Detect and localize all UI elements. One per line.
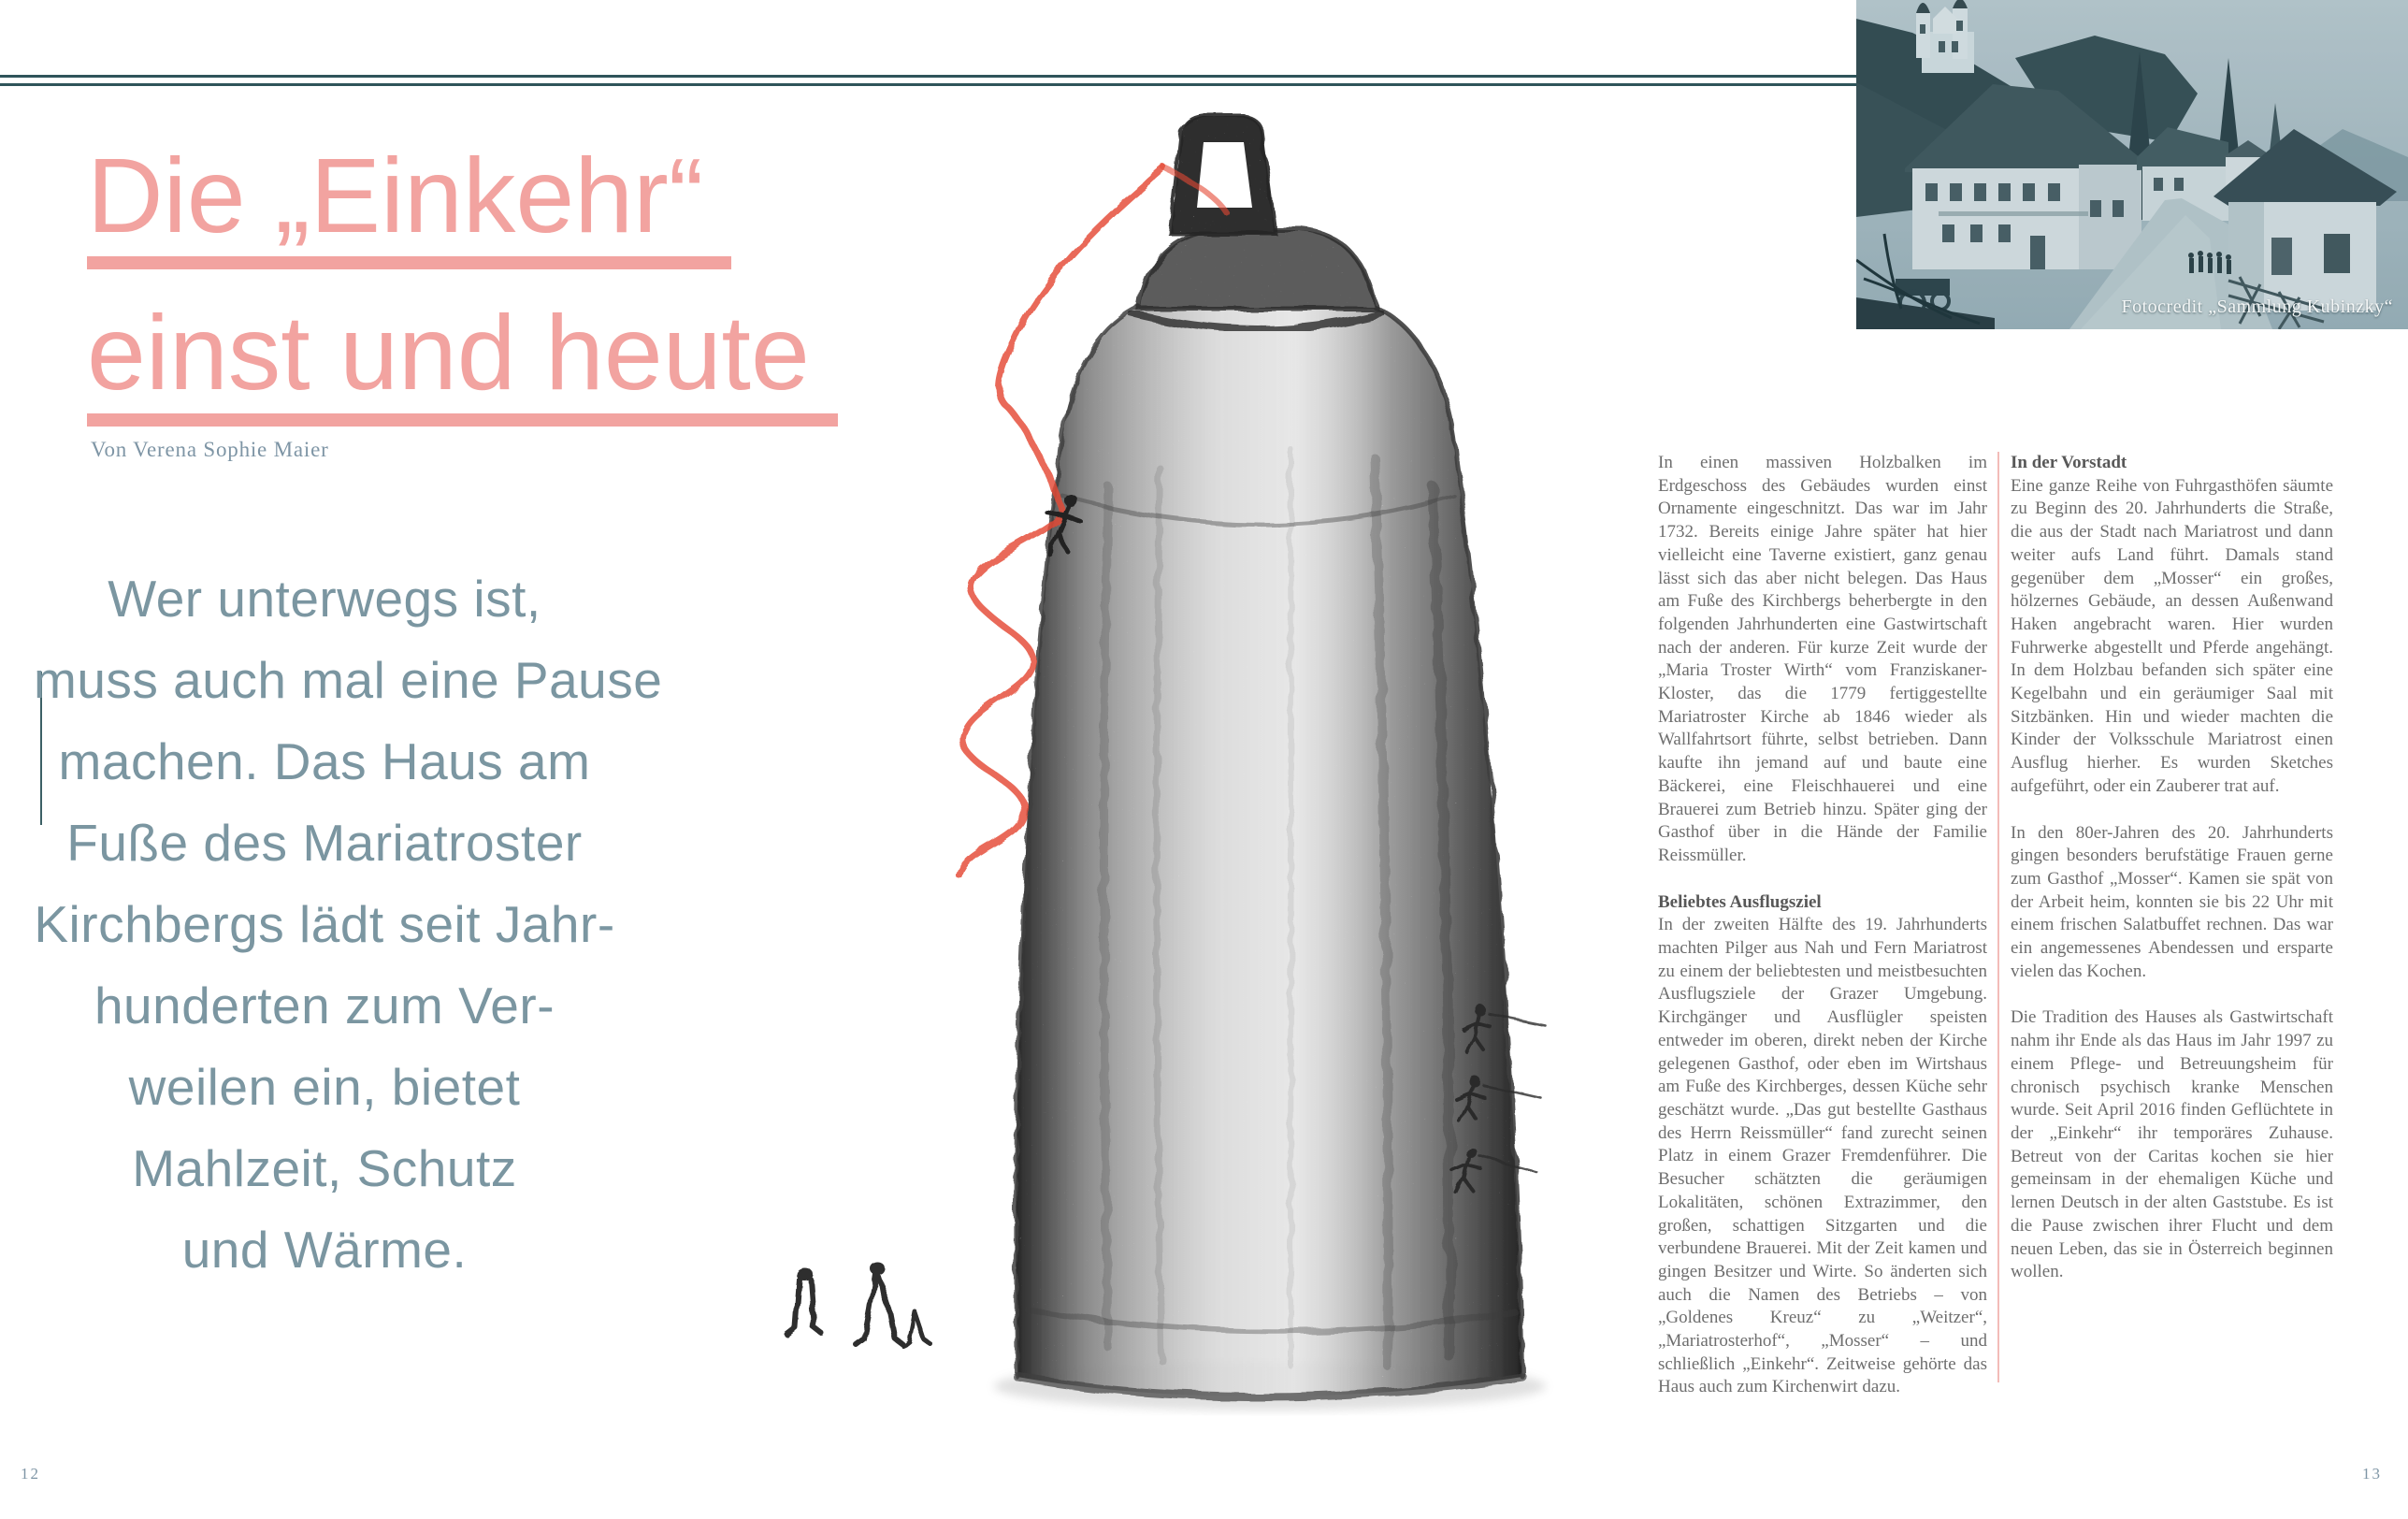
pull-quote-line: Kirchbergs lädt seit Jahr- (34, 895, 615, 953)
base-figures (787, 1262, 930, 1346)
byline: Von Verena Sophie Maier (91, 438, 329, 461)
pull-quote-line: muss auch mal eine Pause (34, 651, 663, 709)
pull-quote-line: hunderten zum Ver- (94, 976, 555, 1034)
title-line-2: einst und heute (87, 297, 838, 427)
column2-paragraph-1: Eine ganze Reihe von Fuhrgasthöfen säumte zu Beginn des 20. Jahrhunderts die Straße, die aus der Stadt nach Mariatrost und dann weiter aufs Land führt. Damals stand gegenüber dem „Mosser“ ein großes, hölzernes Gebäude, an dessen Außenwand Haken angebracht waren. Hier wurden Fuhrwerke abgestellt und Pferde angehängt. In dem Holzbau befanden sich später eine Kegelbahn und ein geräumiger Saal mit Sitzbänken. Hin und wieder machten die Kinder der Volksschule Mariatrost einen Ausflug hierher. Es wurden Sketches aufgeführt, oder ein Zauberer trat auf. (2011, 475, 2333, 796)
column2-subhead: In der Vorstadt (2011, 453, 2127, 472)
article-column-2 (2011, 452, 2333, 1308)
page-number-left: 12 (21, 1465, 40, 1483)
article-column-1 (1658, 452, 1987, 1423)
milk-can-illustration (636, 94, 1590, 1450)
column1-subhead: Beliebtes Ausflugsziel (1658, 891, 1822, 912)
pull-quote-line: und Wärme. (181, 1221, 468, 1279)
pull-quote-line: Mahlzeit, Schutz (132, 1139, 517, 1197)
pull-quote (34, 558, 663, 1291)
page-number-right: 13 (2362, 1465, 2382, 1483)
pull-quote-line: Wer unterwegs ist, (108, 570, 541, 628)
historic-photo-image (1856, 0, 2408, 329)
column2-paragraph-2: In den 80er-Jahren des 20. Jahrhunderts gingen besonders berufstätige Frauen gerne zum Gasthof „Mosser“. Kamen sie spät von der Arbeit heim, konnten sie bis 22 Uhr mit einem frischen Salatbuffet rechnen. Das war ein angemessenes Abendessen und ersparte vielen das Kochen. (2011, 822, 2333, 981)
top-double-rule (0, 75, 1856, 86)
column1-paragraph-2: In der zweiten Hälfte des 19. Jahrhunderts machten Pilger aus Nah und Fern Mariatrost zu einem der beliebtesten und meistbesuchten Ausflugsziele der Grazer Umgebung. Kirchgänger und Ausflügler speisten entweder im oberen, direkt neben der Kirche gelegenen Gasthof, oder eben im Wirtshaus am Fuße des Kirchberges, dessen Küche sehr geschätzt wurde. „Das gut bestellte Gasthaus des Herrn Reissmüller“ fand zurecht seinen Platz in einem Grazer Fremdenführer. Die Besucher schätzten die geräumigen Lokalitäten, schönen Extrazimmer, den großen, schattigen Sitzgarten und die verbundene Brauerei. Mit der Zeit kamen und gingen Besitzer und Wirte. So änderten sich auch die Namen des Betriebs – von „Goldenes Kreuz“ zu „Weitzer“, „Mariatrosterhof“, „Mosser“ – und schließlich „Einkehr“. Zeitweise gehörte das Haus auch zum Kirchenwirt dazu. (1658, 915, 1987, 1397)
column1-paragraph-1: In einen massiven Holzbalken im Erdgeschoss des Gebäudes wurden einst Ornamente eingeschnitzt. Das war im Jahr 1732. Bereits einige Jahre später hat hier vielleicht eine Taverne existiert, ganz genau lässt sich das aber nicht belegen. Das Haus am Fuße des Kirchbergs beherbergte in den folgenden Jahrhunderten eine Gastwirtschaft nach der anderen. Für kurze Zeit wurde der „Maria Troster Wirth“ vom Franziskaner-Kloster, das die 1779 fertiggestellte Mariatroster Kirche ab 1846 wieder als Wallfahrtsort führte, selbst betrieben. Dann kaufte ihn jemand auf und baute eine Bäckerei, eine Fleischhauerei und eine Brauerei zum Betrieb hinzu. Später ging der Gasthof über in die Hände der Familie Reissmüller. (1658, 453, 1987, 865)
historic-photo (1856, 0, 2408, 329)
column2-paragraph-3: Die Tradition des Hauses als Gastwirtschaft nahm ihr Ende als das Haus im Jahr 1997 zu einem Pflege- und Betreuungsheim für chronisch psychisch kranke Menschen wurde. Seit April 2016 finden Geflüchtete in der „Einkehr“ ihr temporäres Zuhause. Betreut von der Caritas kochen sie hier gemeinsam in der ehemaligen Küche und lernen Deutsch in der alten Gaststube. Es ist die Pause zwischen ihrer Flucht und dem neuen Leben, das sie in Österreich beginnen wollen. (2011, 1007, 2333, 1282)
photo-credit: Fotocredit „Sammlung Kubinzky“ (2121, 297, 2393, 317)
title-line-1: Die „Einkehr“ (87, 140, 731, 269)
pull-quote-line: machen. Das Haus am (58, 732, 591, 790)
column-divider (1997, 452, 1999, 1382)
pull-quote-line: weilen ein, bietet (128, 1058, 521, 1116)
pull-quote-line: Fuße des Mariatroster (66, 814, 583, 872)
